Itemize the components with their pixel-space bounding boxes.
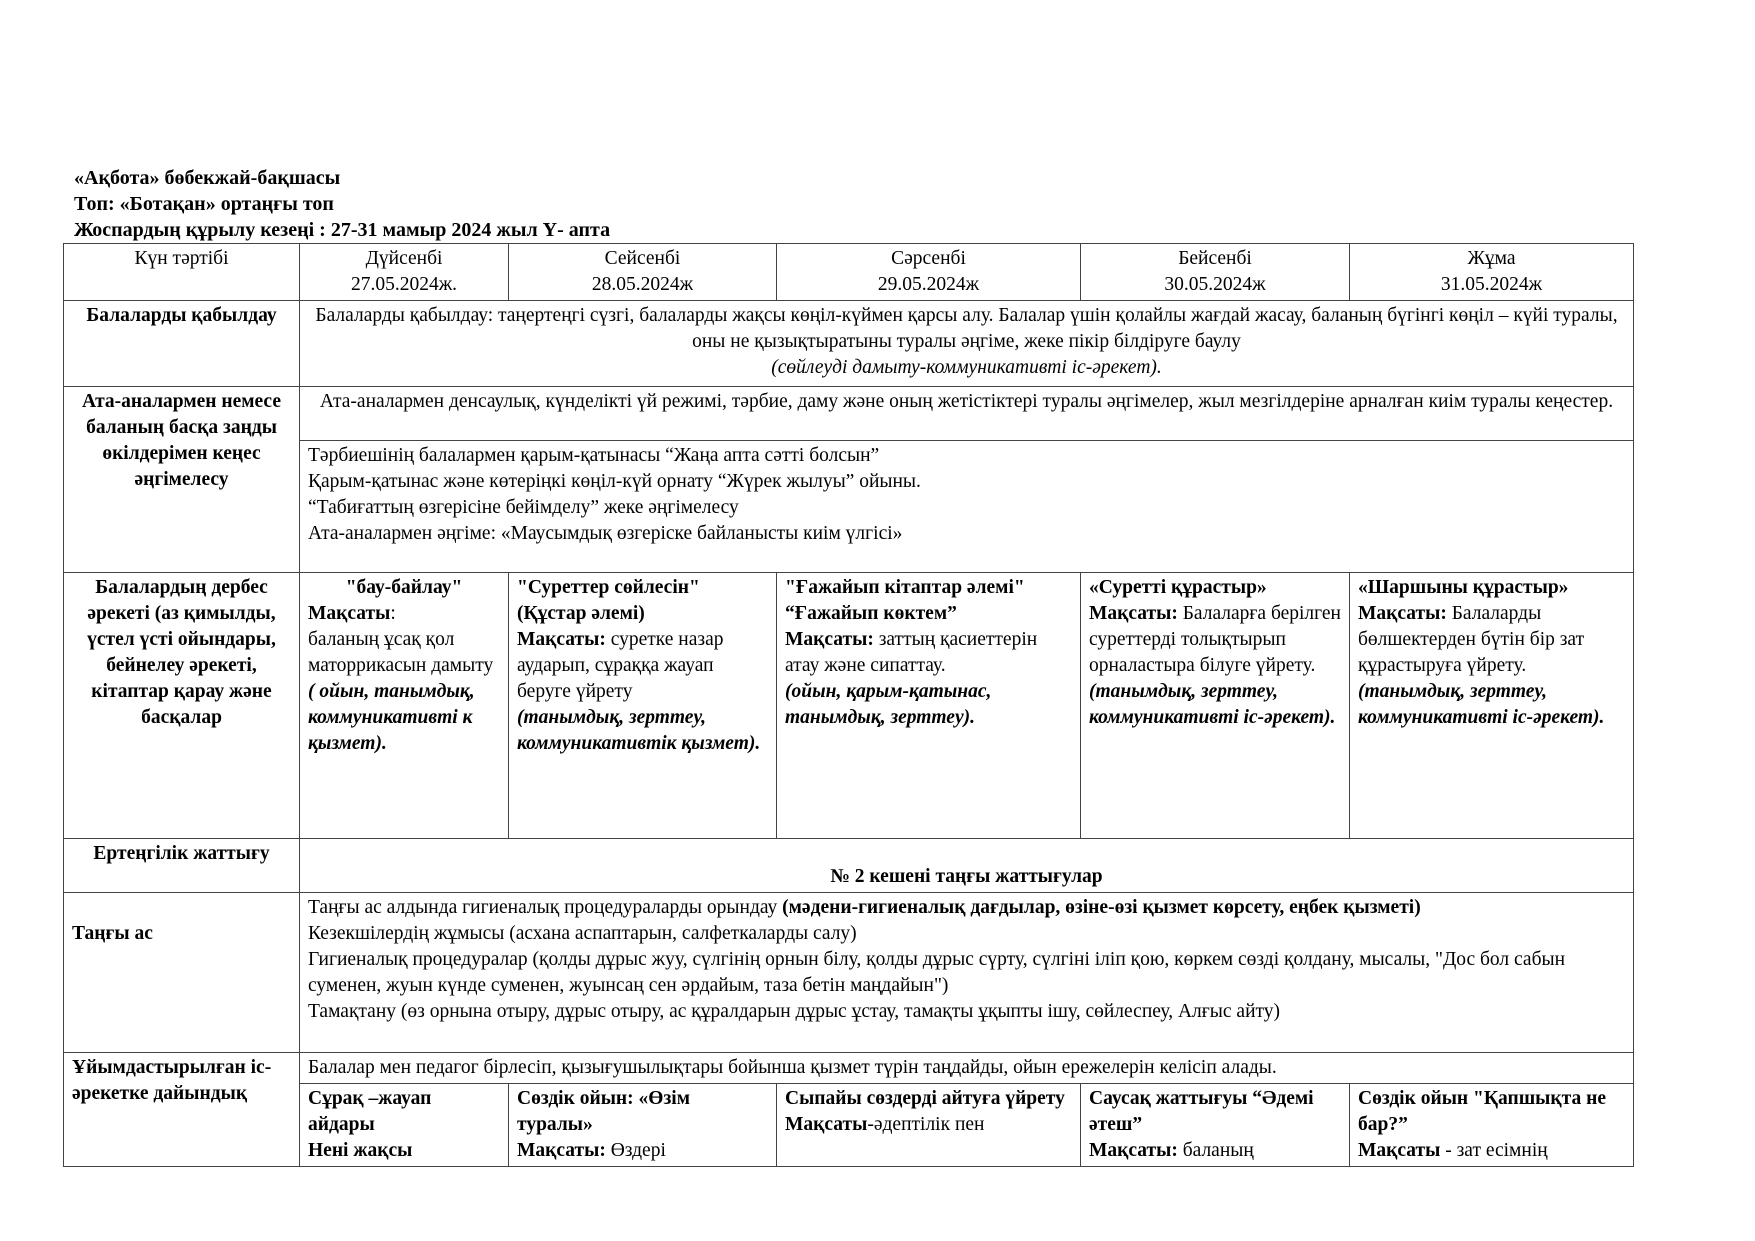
parents-line: “Табиғаттың өзгерісіне бейімделу” жеке әңгімелесу — [308, 497, 739, 518]
preparation-content: Балалар мен педагог бірлесіп, қызығушылықтары бойынша қызмет түрін таңдайды, ойын ережелерін келісіп алады. — [300, 1053, 1634, 1084]
day-header-friday: Жұма 31.05.2024ж — [1350, 244, 1634, 301]
preparation-tuesday: Сөздік ойын: «Өзім туралы» Мақсаты: Өздері — [509, 1084, 777, 1167]
kindergarten-name: «Ақбота» бөбекжай-бақшасы — [74, 167, 341, 189]
independent-wednesday: "Ғажайып кітаптар әлемі" “Ғажайып көктем” Мақсаты: заттың қасиеттерін атау және сипаттау. (ойын, қарым-қатынас, танымдық, зерттеу). — [777, 573, 1081, 839]
group-name: Топ: «Ботақан» ортаңғы топ — [74, 193, 334, 215]
weekly-plan-table — [63, 243, 1634, 1167]
reception-note: (сөйлеуді дамыту-коммуникативті іс-әрекет). — [771, 357, 1162, 378]
row-label-exercise: Ертеңгілік жаттығу — [64, 839, 300, 893]
table-row-independent — [64, 573, 1634, 839]
row-label-independent: Балалардың дербес әрекеті (аз қимылды, үстел үсті ойындары, бейнелеу әрекеті, кітаптар қарау және басқалар — [64, 573, 300, 839]
table-header-row — [64, 244, 1634, 301]
row-label-reception: Балаларды қабылдау — [64, 301, 300, 387]
independent-thursday: «Суретті құрастыр» Мақсаты: Балаларға берілген суреттерді толықтырып орналастыра білуге үйрету. (танымдық, зерттеу, коммуникативті іс-әрекет). — [1081, 573, 1350, 839]
table-row-breakfast — [64, 893, 1634, 1053]
day-header-thursday: Бейсенбі 30.05.2024ж — [1081, 244, 1350, 301]
day-header-tuesday: Сейсенбі 28.05.2024ж — [509, 244, 777, 301]
day-header-monday: Дүйсенбі 27.05.2024ж. — [300, 244, 509, 301]
preparation-monday: Сұрақ –жауап айдары Нені жақсы — [300, 1084, 509, 1167]
independent-friday: «Шаршыны құрастыр» Мақсаты: Балаларды бөлшектерден бүтін бір зат құрастыруға үйрету. (танымдық, зерттеу, коммуникативті іс-әрекет). — [1350, 573, 1634, 839]
table-row-exercise — [64, 839, 1634, 893]
breakfast-content: Таңғы ас алдында гигиеналық процедураларды орындау (мәдени-гигиеналық дағдылар, өзіне-өзі қызмет көрсету, еңбек қызметі) Кезекшілердің жұмысы (асхана аспаптарын, салфеткаларды салу) Гигиеналық процедуралар (қолды дұрыс жуу, сүлгінің орнын білу, қолды дұрыс сүрту, сүлгіні іліп қою, көркем сөзді қолдану, мысалы, "Дос бол сабын суменен, жуын күнде суменен, жуынсаң сен әрдайым, таза бетін маңдайын") Тамақтану (өз орнына отыру, дұрыс отыру, ас құралдарын дұрыс ұстау, тамақты ұқыпты ішу, сөйлеспеу, Алғыс айту) — [300, 893, 1634, 1053]
table-row-parents — [64, 387, 1634, 441]
row-label-parents: Ата-аналармен немесе баланың басқа заңды өкілдерімен кеңес әңгімелесу — [64, 387, 300, 573]
table-row-preparation — [64, 1053, 1634, 1084]
independent-tuesday: "Суреттер сөйлесін" (Құстар әлемі) Мақсаты: суретке назар аударып, сұраққа жауап беруге үйрету (танымдық, зерттеу, коммуникативтік қызмет). — [509, 573, 777, 839]
parents-activities — [300, 441, 1634, 573]
table-row-parents-detail — [64, 441, 1634, 573]
parents-line: Тәрбиешінің балалармен қарым-қатынасы “Жаңа апта сәтті болсын” — [308, 445, 880, 466]
parents-line: Ата-аналармен әңгіме: «Маусымдық өзгеріске байланысты киім үлгісі» — [308, 523, 903, 544]
parents-consultation: Ата-аналармен денсаулық, күнделікті үй режимі, тәрбие, даму және оның жетістіктері туралы әңгімелер, жыл мезгілдеріне арналған киім туралы кеңестер. — [300, 387, 1634, 441]
row-label-breakfast: Таңғы ас — [64, 893, 300, 1053]
independent-monday: "бау-байлау" Мақсаты: баланың ұсақ қол маторрикасын дамыту ( ойын, танымдық, коммуникативті к қызмет). — [300, 573, 509, 839]
reception-content: Балаларды қабылдау: таңертеңгі сүзгі, балаларды жақсы көңіл-күймен қарсы алу. Балалар үшін қолайлы жағдай жасау, баланың бүгінгі көңіл – күйі туралы, оны не қызықтыратыны туралы әңгіме, жеке пікір білдіруге баулу (сөйлеуді дамыту-коммуникативті іс-әрекет). — [300, 301, 1634, 387]
document-header — [74, 165, 610, 243]
schedule-header: Күн тәртібі — [64, 244, 300, 301]
preparation-thursday: Саусақ жаттығуы “Әдемі әтеш” Мақсаты: баланың — [1081, 1084, 1350, 1167]
day-header-wednesday: Сәрсенбі 29.05.2024ж — [777, 244, 1081, 301]
parents-line: Қарым-қатынас және көтеріңкі көңіл-күй орнату “Жүрек жылуы” ойыны. — [308, 471, 921, 492]
exercise-content: № 2 кешені таңғы жаттығулар — [300, 839, 1634, 893]
row-label-preparation: Ұйымдастырылған іс-әрекетке дайындық — [64, 1053, 300, 1167]
table-row-preparation-days — [64, 1084, 1634, 1167]
table-row-reception — [64, 301, 1634, 387]
preparation-wednesday: Сыпайы сөздерді айтуға үйрету Мақсаты-әдептілік пен — [777, 1084, 1081, 1167]
preparation-friday: Сөздік ойын "Қапшықта не бар?” Мақсаты - зат есімнің — [1350, 1084, 1634, 1167]
plan-period: Жоспардың құрылу кезеңі : 27-31 мамыр 2024 жыл Ү- апта — [74, 219, 611, 241]
